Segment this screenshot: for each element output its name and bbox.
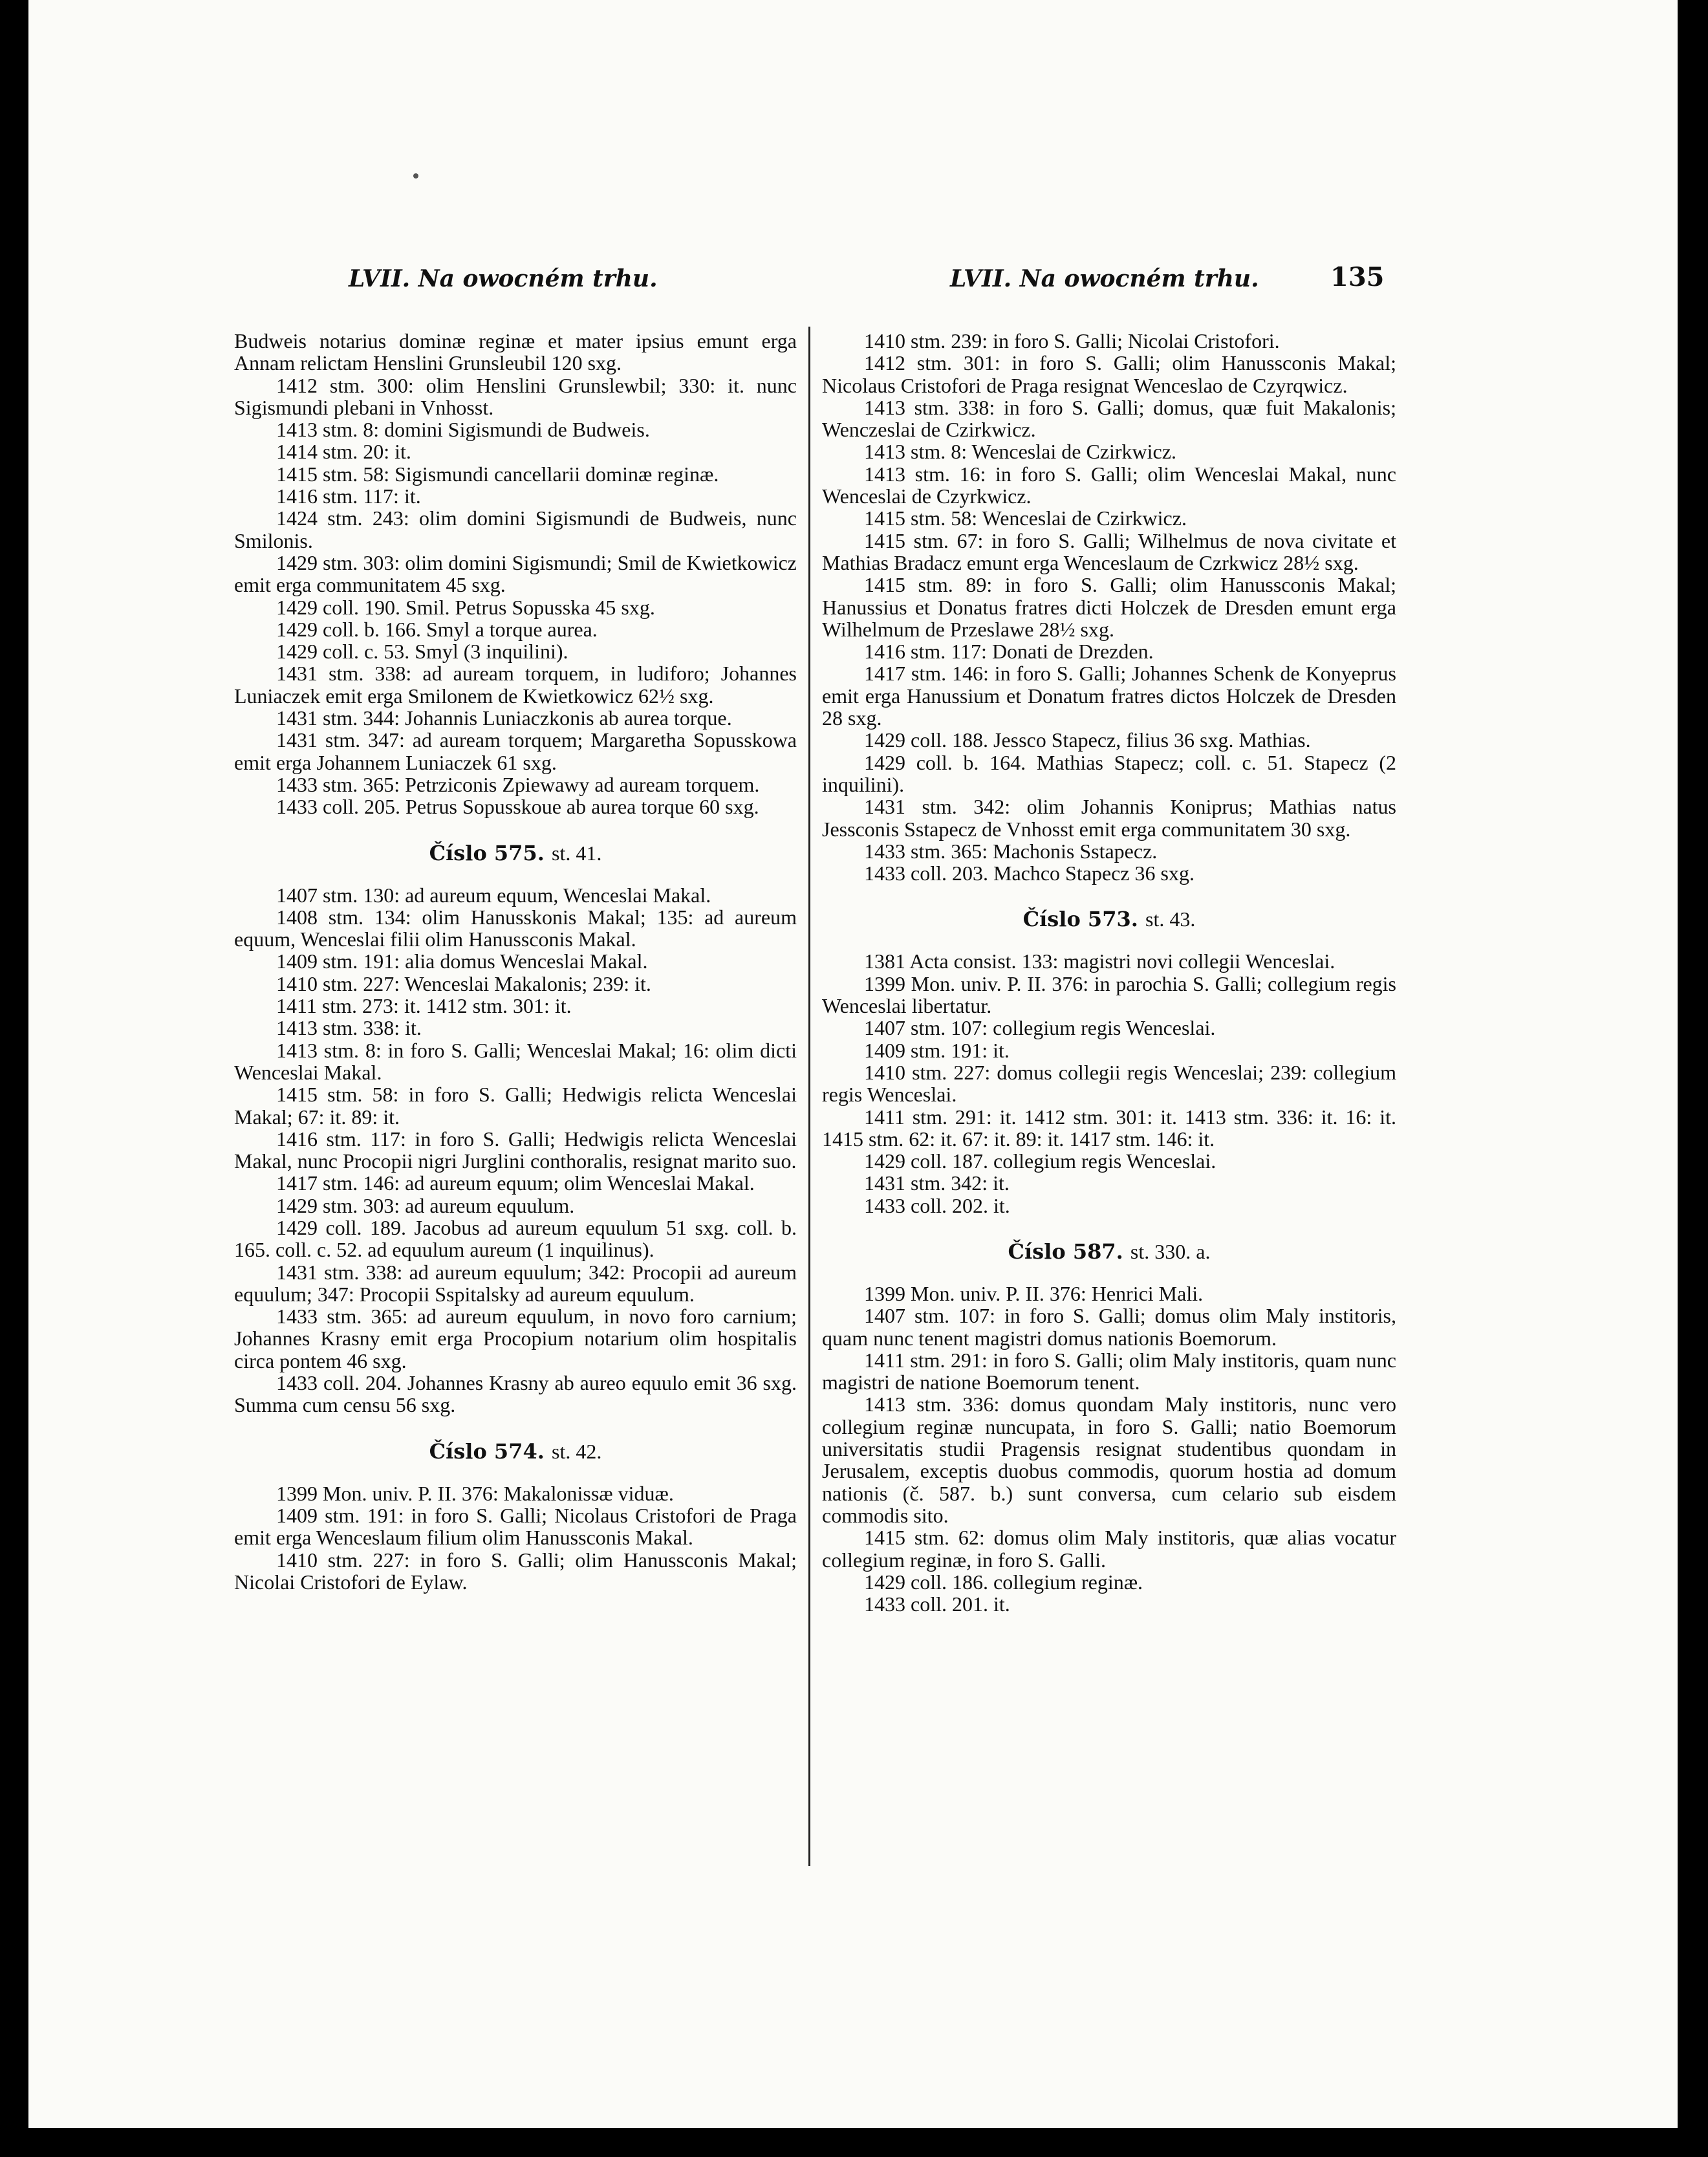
entry-paragraph: 1413 stm. 8: in foro S. Galli; Wenceslai Makal; 16: olim dicti Wenceslai Makal. — [234, 1038, 797, 1084]
entry-paragraph: 1412 stm. 300: olim Henslini Grunslewbil; 330: it. nunc Sigismundi plebani in Vnhosst. — [234, 373, 797, 419]
entry-paragraph: 1399 Mon. univ. P. II. 376: in parochia S. Galli; collegium regis Wenceslai libertatur. — [822, 971, 1396, 1018]
left-column — [234, 330, 797, 1593]
running-header-left: LVII. Na owocném trhu. — [349, 265, 658, 292]
entry-paragraph: 1429 stm. 303: olim domini Sigismundi; Smil de Kwietkowicz emit erga communitatem 45 sxg. — [234, 550, 797, 597]
section-street-number: st. 330. a. — [1130, 1239, 1211, 1263]
speck — [413, 173, 418, 179]
section-street-number: st. 41. — [552, 841, 602, 865]
entry-paragraph: 1429 coll. 189. Jacobus ad aureum equulum 51 sxg. coll. b. 165. coll. c. 52. ad equulum aureum (1 inquilinus). — [234, 1215, 797, 1262]
entry-paragraph: 1431 stm. 338: ad aureum equulum; 342: Procopii ad aureum equulum; 347: Procopii Sspitalsky ad aureum equulum. — [234, 1260, 797, 1306]
entry-paragraph: 1407 stm. 107: collegium regis Wenceslai. — [864, 1016, 1216, 1040]
entry-paragraph: 1411 stm. 291: in foro S. Galli; olim Maly institoris, quam nunc magistri de natione Boemorum tenent. — [822, 1348, 1396, 1394]
section-heading — [234, 840, 797, 866]
entry-paragraph: 1429 stm. 303: ad aureum equulum. — [276, 1193, 575, 1217]
entry-paragraph: 1414 stm. 20: it. — [276, 440, 411, 464]
entry-paragraph: 1407 stm. 130: ad aureum equum, Wenceslai Makal. — [276, 883, 711, 907]
entry-paragraph: 1429 coll. 190. Smil. Petrus Sopusska 45 sxg. — [276, 595, 655, 619]
entry-paragraph: 1413 stm. 338: in foro S. Galli; domus, quæ fuit Makalonis; Wenczeslai de Czirkwicz. — [822, 395, 1396, 442]
entry-paragraph: 1413 stm. 8: domini Sigismundi de Budweis. — [276, 418, 650, 442]
entry-paragraph: 1411 stm. 291: it. 1412 stm. 301: it. 1413 stm. 336: it. 16: it. 1415 stm. 62: it. 67: it. 89: it. 1417 stm. 146: it. — [822, 1105, 1396, 1151]
entry-paragraph: 1407 stm. 107: in foro S. Galli; domus olim Maly institoris, quam nunc tenent magistri domus nationis Boemorum. — [822, 1304, 1396, 1350]
entry-paragraph: 1433 stm. 365: Petrziconis Zpiewawy ad auream torquem. — [276, 772, 760, 796]
entry-paragraph: 1431 stm. 342: it. — [864, 1171, 1010, 1195]
entry-paragraph: 1415 stm. 58: Sigismundi cancellarii dominæ reginæ. — [276, 462, 719, 486]
entry-paragraph: 1412 stm. 301: in foro S. Galli; olim Hanussconis Makal; Nicolaus Cristofori de Praga resignat Wenceslao de Czyrqwicz. — [822, 351, 1396, 397]
entry-paragraph: 1431 stm. 344: Johannis Luniaczkonis ab aurea torque. — [276, 706, 732, 730]
section-street-number: st. 43. — [1145, 907, 1196, 931]
entry-paragraph: 1433 coll. 203. Machco Stapecz 36 sxg. — [864, 862, 1195, 885]
entry-paragraph: 1433 coll. 204. Johannes Krasny ab aureo equulo emit 36 sxg. Summa cum censu 56 sxg. — [234, 1371, 797, 1417]
section-heading — [234, 1438, 797, 1464]
entry-paragraph: 1413 stm. 8: Wenceslai de Czirkwicz. — [864, 440, 1176, 464]
entry-paragraph: 1411 stm. 273: it. 1412 stm. 301: it. — [276, 994, 572, 1018]
entry-paragraph: 1429 coll. b. 166. Smyl a torque aurea. — [276, 617, 598, 641]
entry-paragraph: 1408 stm. 134: olim Hanusskonis Makal; 135: ad aureum equum, Wenceslai filii olim Hanussconis Makal. — [234, 905, 797, 951]
entry-paragraph: 1429 coll. 188. Jessco Stapecz, filius 36 sxg. Mathias. — [864, 728, 1311, 752]
entry-paragraph: 1429 coll. c. 53. Smyl (3 inquilini). — [276, 640, 568, 664]
entry-paragraph: 1417 stm. 146: ad aureum equum; olim Wenceslai Makal. — [276, 1171, 755, 1195]
entry-paragraph: 1424 stm. 243: olim domini Sigismundi de Budweis, nunc Smilonis. — [234, 506, 797, 552]
entry-paragraph: 1415 stm. 58: in foro S. Galli; Hedwigis relicta Wenceslai Makal; 67: it. 89: it. — [234, 1083, 797, 1129]
entry-paragraph: 1431 stm. 342: olim Johannis Koniprus; Mathias natus Jessconis Sstapecz de Vnhosst emit erga communitatem 30 sxg. — [822, 795, 1396, 841]
entry-paragraph: 1415 stm. 58: Wenceslai de Czirkwicz. — [864, 506, 1187, 530]
entry-paragraph: 1410 stm. 239: in foro S. Galli; Nicolai Cristofori. — [864, 329, 1280, 352]
entry-paragraph: 1415 stm. 67: in foro S. Galli; Wilhelmus de nova civitate et Mathias Bradacz emunt erga Wenceslaum de Czrkwicz 28½ sxg. — [822, 528, 1396, 574]
entry-paragraph: 1433 stm. 365: ad aureum equulum, in novo foro carnium; Johannes Krasny emit erga Procopium notarium olim hospitalis circa pontem 46 sxg. — [234, 1305, 797, 1372]
entry-paragraph: 1410 stm. 227: in foro S. Galli; olim Hanussconis Makal; Nicolai Cristofori de Eylaw. — [234, 1548, 797, 1594]
entry-paragraph: 1417 stm. 146: in foro S. Galli; Johannes Schenk de Konyeprus emit erga Hanussium et Donatum fratres dictos Holczek de Dresden 28 sxg. — [822, 662, 1396, 730]
entry-paragraph: Budweis notarius dominæ reginæ et mater ipsius emunt erga Annam relictam Henslini Grunsleubil 120 sxg. — [234, 329, 797, 375]
entry-paragraph: 1433 stm. 365: Machonis Sstapecz. — [864, 839, 1158, 863]
entry-paragraph: 1409 stm. 191: it. — [864, 1038, 1010, 1062]
entry-paragraph: 1399 Mon. univ. P. II. 376: Makalonissæ viduæ. — [276, 1481, 674, 1505]
entry-paragraph: 1429 coll. b. 164. Mathias Stapecz; coll. c. 51. Stapecz (2 inquilini). — [822, 750, 1396, 796]
document-page — [28, 0, 1678, 2128]
entry-paragraph: 1433 coll. 205. Petrus Sopusskoue ab aurea torque 60 sxg. — [276, 795, 759, 819]
entry-paragraph: 1409 stm. 191: in foro S. Galli; Nicolaus Cristofori de Praga emit erga Wenceslaum filium olim Hanussconis Makal. — [234, 1503, 797, 1550]
entry-paragraph: 1410 stm. 227: domus collegii regis Wenceslai; 239: collegium regis Wenceslai. — [822, 1060, 1396, 1107]
section-heading — [822, 1239, 1396, 1264]
column-divider — [808, 327, 810, 1866]
entry-paragraph: 1413 stm. 338: it. — [276, 1016, 422, 1040]
running-header-right: LVII. Na owocném trhu. — [950, 265, 1259, 292]
entry-paragraph: 1410 stm. 227: Wenceslai Makalonis; 239: it. — [276, 971, 651, 995]
entry-paragraph: 1415 stm. 62: domus olim Maly institoris, quæ alias vocatur collegium reginæ, in foro S. Galli. — [822, 1526, 1396, 1572]
entry-paragraph: 1433 coll. 201. it. — [864, 1592, 1010, 1616]
entry-paragraph: 1429 coll. 187. collegium regis Wenceslai. — [864, 1149, 1216, 1173]
section-title: Číslo 573. — [1022, 907, 1138, 932]
entry-paragraph: 1429 coll. 186. collegium reginæ. — [864, 1570, 1143, 1594]
entry-paragraph: 1381 Acta consist. 133: magistri novi collegii Wenceslai. — [864, 949, 1335, 973]
entry-paragraph: 1416 stm. 117: it. — [276, 484, 421, 508]
section-title: Číslo 587. — [1008, 1239, 1123, 1264]
entry-paragraph: 1415 stm. 89: in foro S. Galli; olim Hanussconis Makal; Hanussius et Donatus fratres dicti Holczek de Dresden emunt erga Wilhelmum de Przeslawe 28½ sxg. — [822, 573, 1396, 641]
entry-paragraph: 1433 coll. 202. it. — [864, 1193, 1010, 1217]
entry-paragraph: 1431 stm. 338: ad auream torquem, in ludiforo; Johannes Luniaczek emit erga Smilonem de Kwietkowicz 62½ sxg. — [234, 662, 797, 708]
section-heading — [822, 906, 1396, 932]
right-column — [822, 330, 1396, 1615]
entry-paragraph: 1413 stm. 336: domus quondam Maly institoris, nunc vero collegium reginæ nuncupata, in foro S. Galli; natio Boemorum universitatis studii Pragensis resignat studentibus quondam in Jerusalem, exceptis duobus commodis, quorum hostia ad domum nationis (č. 587. b.) sunt conversa, cum celario sub eisdem commodis sito. — [822, 1393, 1396, 1527]
section-street-number: st. 42. — [552, 1439, 602, 1463]
entry-paragraph: 1416 stm. 117: in foro S. Galli; Hedwigis relicta Wenceslai Makal, nunc Procopii nigri Jurglini conthoralis, resignat marito suo. — [234, 1127, 797, 1173]
page-number: 135 — [1330, 262, 1385, 292]
section-title: Číslo 574. — [429, 1438, 545, 1464]
entry-paragraph: 1399 Mon. univ. P. II. 376: Henrici Mali. — [864, 1281, 1204, 1305]
entry-paragraph: 1431 stm. 347: ad auream torquem; Margaretha Sopusskowa emit erga Johannem Luniaczek 61 sxg. — [234, 728, 797, 774]
entry-paragraph: 1409 stm. 191: alia domus Wenceslai Makal. — [276, 949, 648, 973]
entry-paragraph: 1416 stm. 117: Donati de Drezden. — [864, 640, 1154, 664]
entry-paragraph: 1413 stm. 16: in foro S. Galli; olim Wenceslai Makal, nunc Wenceslai de Czyrkwicz. — [822, 462, 1396, 508]
section-title: Číslo 575. — [429, 840, 545, 865]
